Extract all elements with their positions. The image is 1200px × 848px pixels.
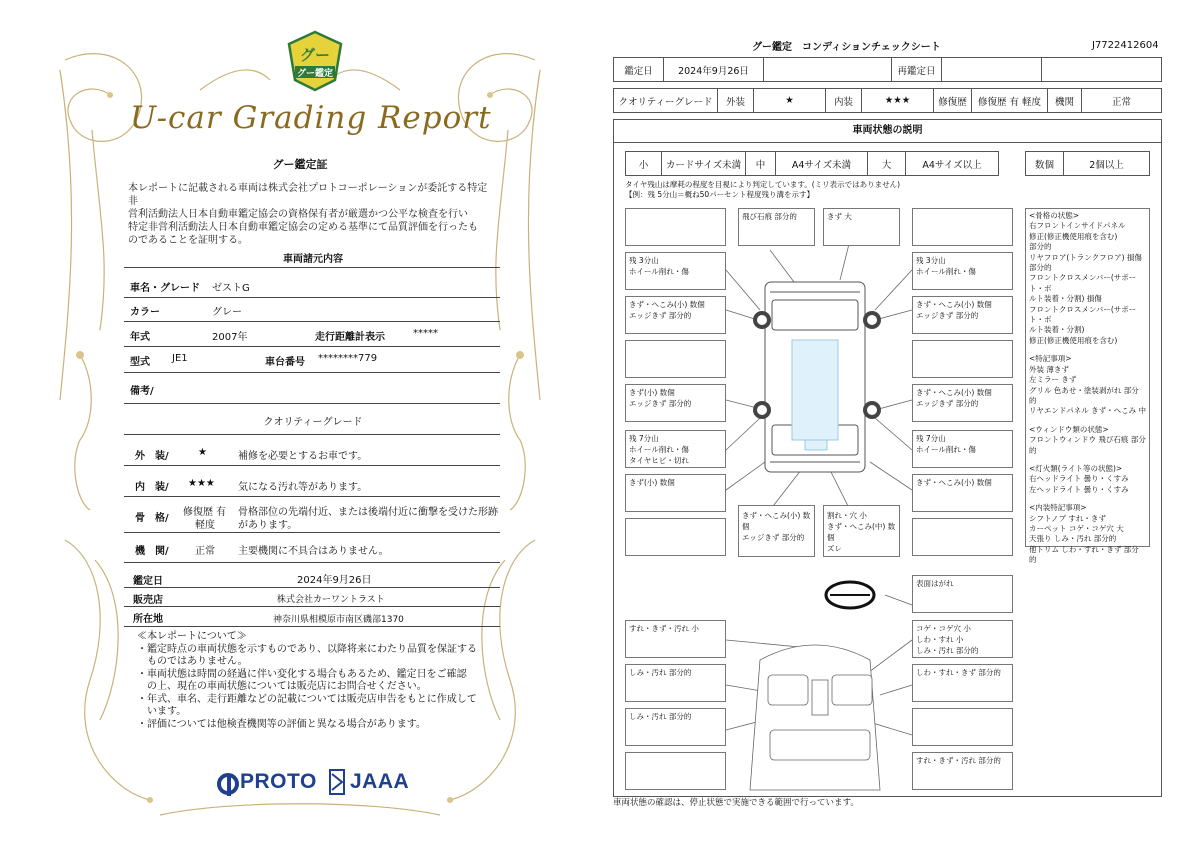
proto-logo-icon [216,772,242,796]
steering-wheel-icon [826,582,874,608]
dealer-label: 販売店 [133,595,163,606]
box-l5: 残 7分山 ホイール削れ・傷 タイヤヒビ・切れ [625,430,726,468]
spec-chassis-label: 車台番号 [265,357,305,368]
interior-desc: 気になる汚れ等があります。 [238,482,368,493]
goo-kantei-logo [287,30,343,92]
svg-text:グー鑑定: グー鑑定 [296,69,334,79]
size-large-desc: A4サイズ以上 [906,152,999,176]
exterior-label: 外 装/ [135,451,169,462]
sheet-date-label: 鑑定日 [614,58,664,82]
sheet-title: グー鑑定 コンディションチェックシート [752,42,941,53]
int-label: 内装 [826,89,862,113]
frame-desc: 骨格部位の先端付近、または後端付近に衝撃を受けた形跡 [238,507,498,518]
engine-desc: 主要機関に不具合はありません。 [238,546,389,557]
box-l3 [625,340,726,378]
date-label: 鑑定日 [133,576,163,587]
interior-grade: ★★★ [188,478,215,489]
box-i-l2: しみ・汚れ 部分的 [625,664,726,702]
intro-text: 本レポートに記載される車両は株式会社プロトコーポレーションが委託する特定非 営利活動法人日本自動車鑑定協会の資格保有者が厳選かつ公平な検査を行い 特定非営利活動法人日本自動車鑑定協会の定める基準にて品質評価を行ったも のであることを証明する。 [128,183,488,246]
qg-label: クオリティーグレード [614,89,718,113]
spec-heading: 車両諸元内容 [283,254,343,265]
location-label: 所在地 [133,614,163,625]
spec-model-value: JE1 [172,353,188,364]
dealer-value: 株式会社カーワントラスト [277,595,385,605]
box-top-1: 飛び石痕 部分的 [738,208,815,246]
interior-label: 内 装/ [135,482,169,493]
size-small: 小 [626,152,662,176]
box-i-r2: しわ・すれ・きず 部分的 [912,664,1013,702]
box-i-r4: すれ・きず・汚れ 部分的 [912,752,1013,790]
frame-label: 骨 格/ [135,513,169,524]
jaaa-logo-icon [326,768,348,796]
sheet-id: J7722412604 [1092,40,1159,51]
int-value: ★★★ [862,89,934,113]
box-l6: きず(小) 数個 [625,474,726,512]
box-bm-2: 割れ・穴 小 きず・へこみ(中) 数個 ズレ [823,505,900,557]
engine-status-value: 正常 [1082,89,1162,113]
box-top-2: きず 大 [823,208,900,246]
report-notes: ≪本レポートについて≫ ・鑑定時点の車両状態を示すものであり、以降将来にわたり品質を保証する ものではありません。 ・車両状態は時間の経過に伴い変化する場合もあるため、鑑定日をご確認 の上、現在の車両状態については販売店にお問合せください。 ・年式、車名、走行距離などの記載については販売店申告をもとに作成して います。 ・評価については他検査機関等の評価と異なる場合があります。 [137,631,477,730]
frame-desc-2: があります。 [238,520,298,531]
sheet-footer: 車両状態の確認は、停止状態で実施できる範囲で行っています。 [613,798,859,808]
redate-value [942,58,1042,82]
certificate-title: グー鑑定証 [272,158,328,171]
engine-status-label: 機関 [1048,89,1082,113]
repair-value: 修復歴 有 軽度 [972,89,1048,113]
spec-mileage-label: 走行距離計表示 [315,332,385,343]
box-r6: きず・へこみ(小) 数個 [912,474,1013,512]
spec-remarks-label: 備考/ [130,386,154,397]
size-legend [625,151,999,176]
ext-label: 外装 [718,89,754,113]
engine-grade: 正常 [195,546,215,557]
svg-text:グー: グー [299,46,331,64]
spec-color-label: カラー [130,307,160,318]
box-r5: 残 7分山 ホイール削れ・傷 [912,430,1013,468]
size-small-desc: カードサイズ未満 [662,152,746,176]
redate-label: 再鑑定日 [892,58,942,82]
box-r4: きず・へこみ(小) 数個 エッジきず 部分的 [912,384,1013,422]
box-r0 [912,208,1013,246]
box-i-l1: すれ・きず・汚れ 小 [625,620,726,658]
box-wheel: 表面はがれ [912,575,1013,613]
box-l7 [625,518,726,556]
grade-table [613,88,1162,113]
spec-mileage-value: ***** [413,328,438,339]
spec-year-value: 2007年 [212,332,248,343]
spec-name-label: 車名・グレード [130,283,200,294]
count-desc: 2個以上 [1064,152,1150,176]
frame-grade: 修復歴 有 [183,507,227,518]
state-heading: 車両状態の説明 [613,119,1162,143]
exterior-grade: ★ [198,447,207,458]
spec-year-label: 年式 [130,332,150,343]
box-r3 [912,340,1013,378]
sheet-date-value: 2024年9月26日 [664,58,764,82]
jaaa-brand: JAAA [350,770,410,793]
box-i-r3 [912,708,1013,746]
count-legend [1025,151,1150,176]
box-i-r1: コゲ・コゲ穴 小 しわ・すれ 小 しみ・汚れ 部分的 [912,620,1013,658]
ext-value: ★ [754,89,826,113]
exterior-desc: 補修を必要とするお車です。 [238,451,368,462]
box-i-l4 [625,752,726,790]
spec-model-label: 型式 [130,357,150,368]
date-table [613,57,1162,82]
box-l0 [625,208,726,246]
tire-example: 【例：残 5分山＝概ね50パーセント程度残り溝を示す】 [625,190,815,199]
box-r1: 残 3分山 ホイール削れ・傷 [912,252,1013,290]
spec-color-value: グレー [212,307,242,318]
box-r2: きず・へこみ(小) 数個 エッジきず 部分的 [912,296,1013,334]
box-l4: きず(小) 数個 エッジきず 部分的 [625,384,726,422]
repair-label: 修復歴 [934,89,972,113]
engine-label: 機 関/ [135,546,169,557]
box-l1: 残 3分山 ホイール削れ・傷 [625,252,726,290]
box-l2: きず・へこみ(小) 数個 エッジきず 部分的 [625,296,726,334]
special-notes: <骨格の状態> 右フロントインサイドパネル 修正(修正機使用痕を含む) 部分的 リヤフロア(トランクフロア) 損傷 部分的 フロントクロスメンバー(サポート・ボ ルト装着・分割) 損傷 フロントクロスメンバー(サポート・ボ ルト装着・分割) 修正(修正機使用痕を含む) <特記事項> 外装 薄きず 左ミラー きず グリル 色あせ・塗装剥がれ 部分的 リヤエンドパネル きず・へこみ 中 <ウィンドウ類の状態> フロントウィンドウ 飛び石痕 部分的 <灯火類(ライト等の状態)> 右ヘッドライト 曇り・くすみ 左ヘッドライト 曇り・くすみ <内装特記事項> シフトノブ すれ・きず カーペット コゲ・コゲ穴 大 天張り しみ・汚れ 部分的 他トリム しわ・すれ・きず 部分的 [1025,208,1150,547]
report-title: U-car Grading Report [130,100,492,136]
spec-name-value: ゼストG [212,283,250,294]
tire-note: タイヤ残山は摩耗の程度を目視により判定しています。(ミリ表示ではありません) [625,180,901,189]
count-label: 数個 [1026,152,1064,176]
quality-heading: クオリティーグレード [263,417,363,428]
box-r7 [912,518,1013,556]
size-mid-desc: A4サイズ未満 [776,152,868,176]
proto-brand: PROTO [240,770,317,793]
size-mid: 中 [746,152,776,176]
frame-grade-level: 軽度 [195,520,215,531]
size-large: 大 [868,152,906,176]
date-value: 2024年9月26日 [297,575,372,586]
location-value: 神奈川県相模原市南区磯部1370 [273,615,404,625]
box-bm-1: きず・へこみ(小) 数個 エッジきず 部分的 [738,505,815,557]
spec-chassis-value: ********779 [318,353,378,364]
box-i-l3: しみ・汚れ 部分的 [625,708,726,746]
